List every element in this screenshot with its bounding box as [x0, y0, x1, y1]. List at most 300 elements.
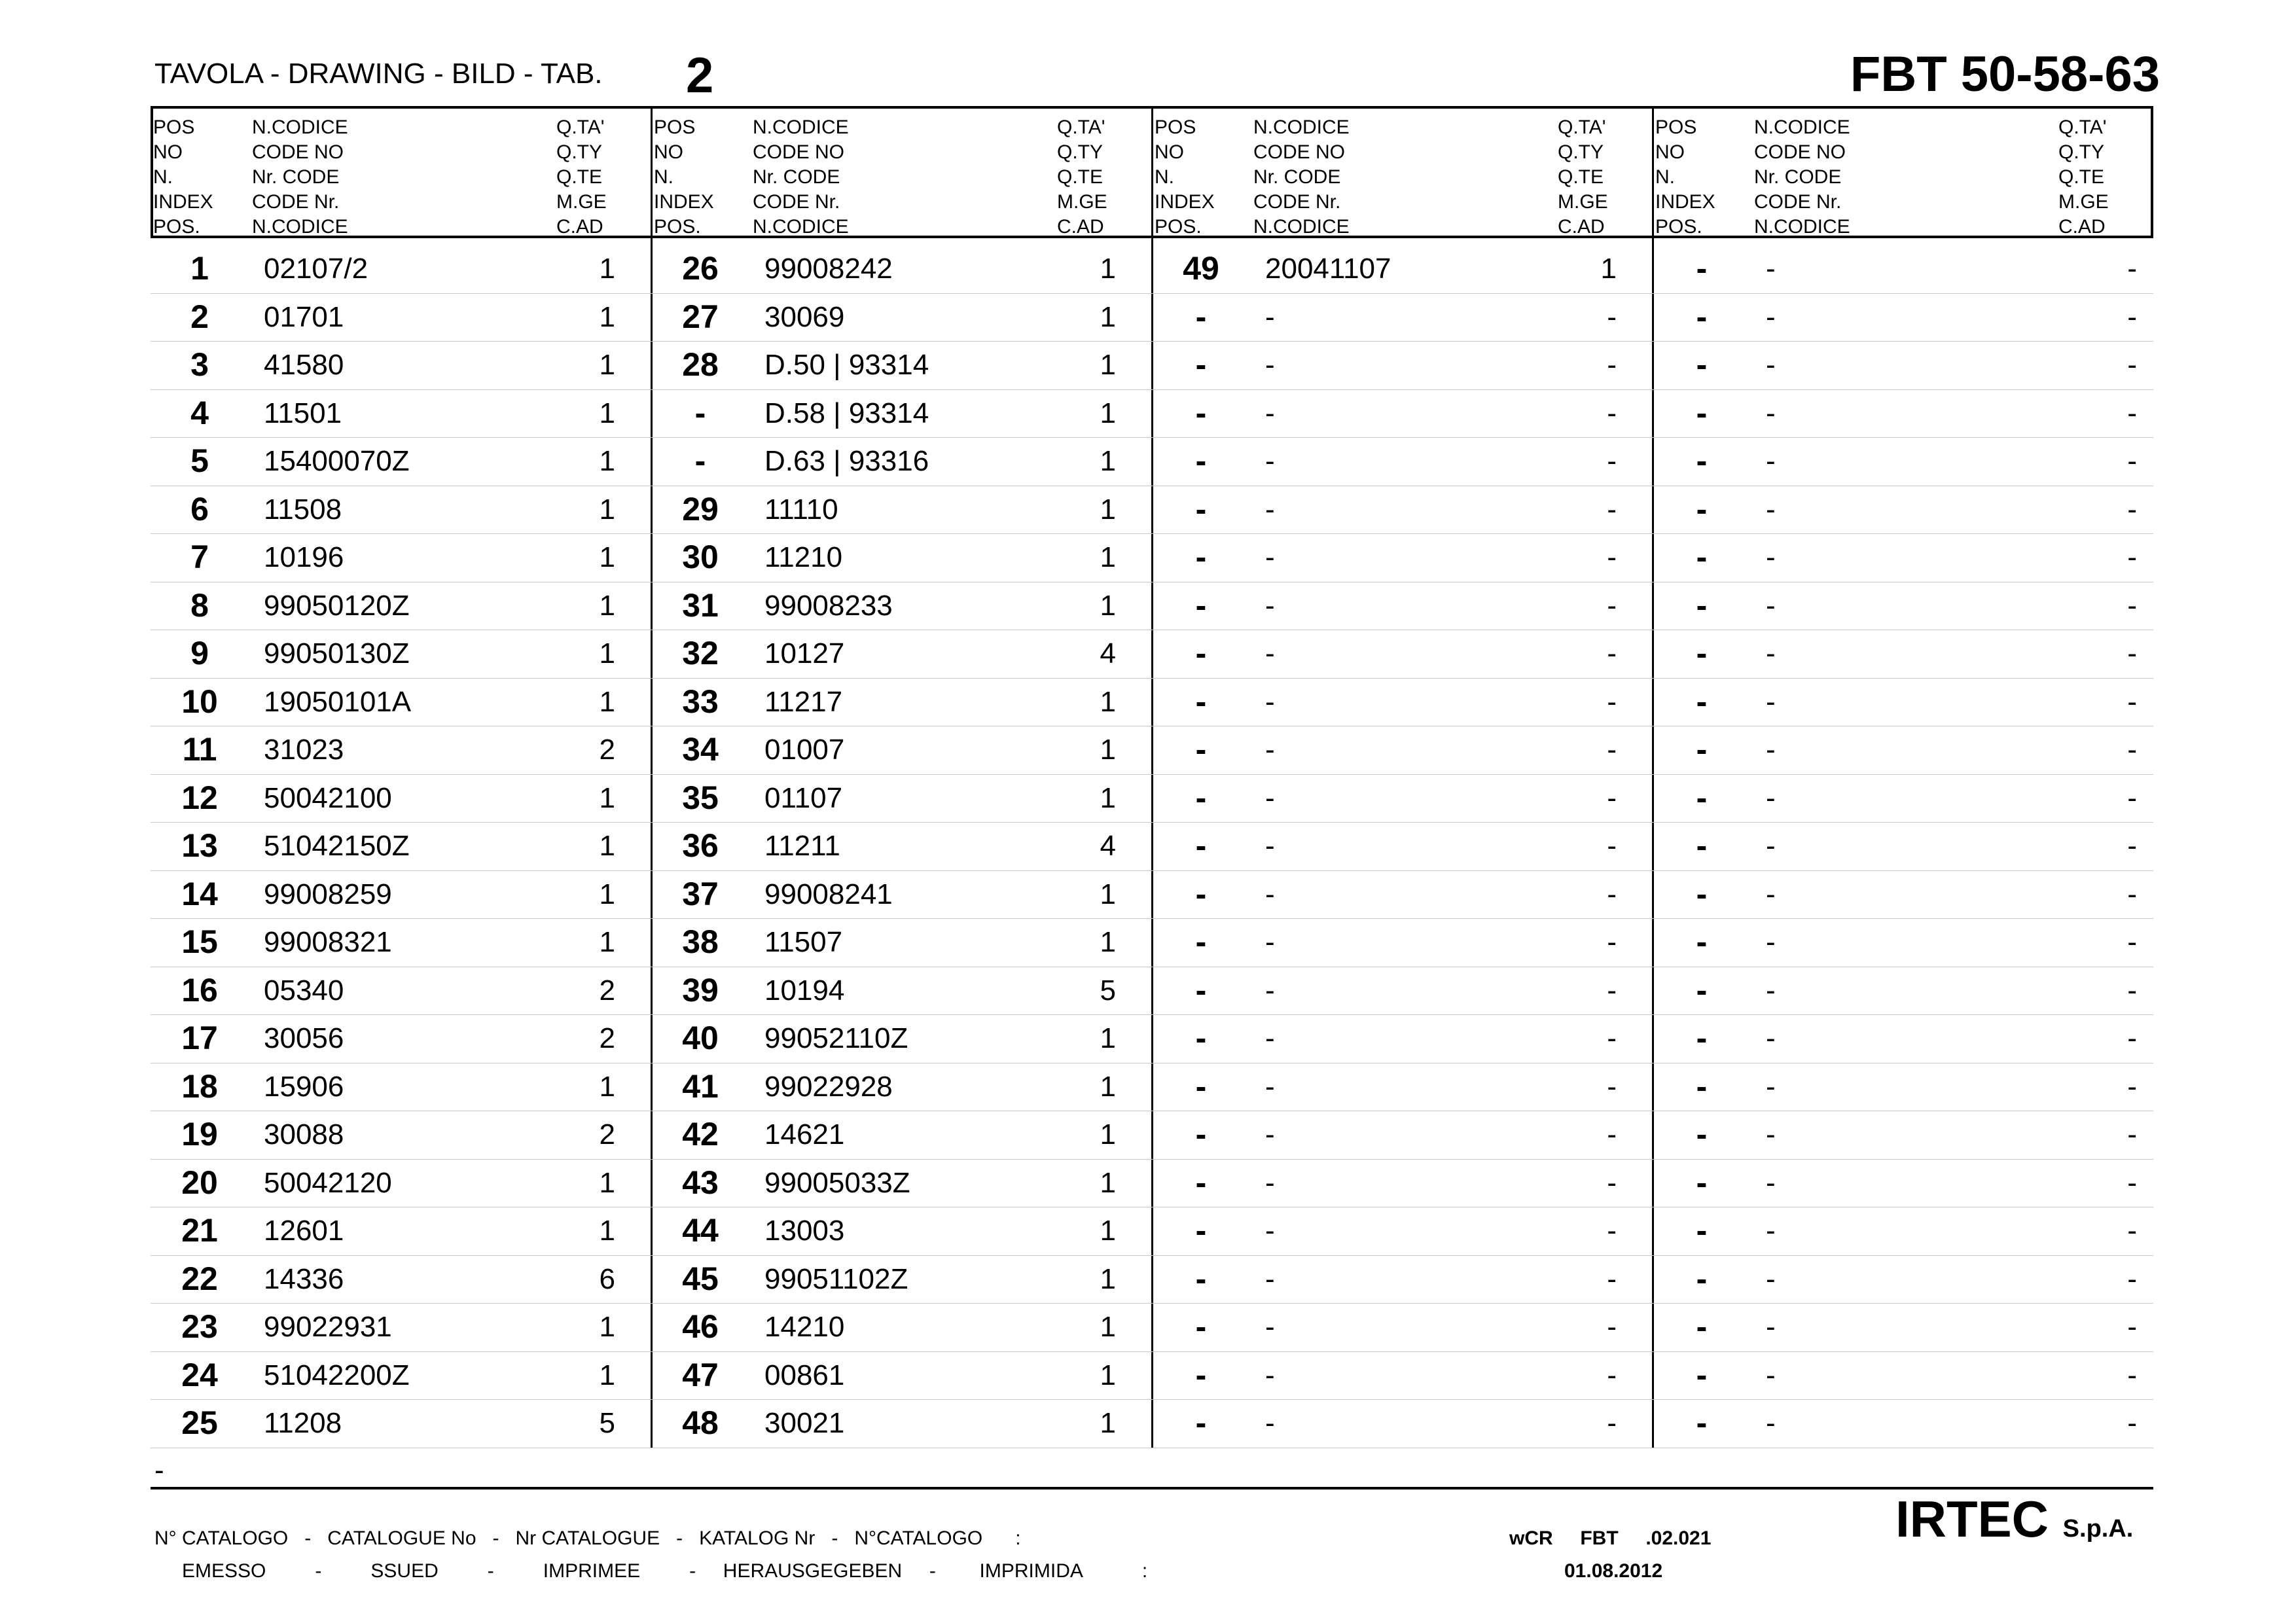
header-line: Q.TA' — [2058, 116, 2107, 138]
header-line: INDEX — [153, 191, 213, 213]
part-quantity: 1 — [599, 1215, 615, 1247]
part-position: - — [1195, 346, 1207, 383]
part-position: 40 — [682, 1020, 719, 1056]
part-quantity: - — [2127, 589, 2137, 622]
part-code: - — [1265, 1262, 1275, 1295]
part-code: 99051102Z — [764, 1262, 908, 1295]
header-line: Q.TA' — [556, 116, 605, 138]
header-line: CODE NO — [1253, 141, 1346, 163]
part-position: 13 — [181, 827, 218, 864]
part-code: 10194 — [764, 974, 845, 1007]
part-code: 51042150Z — [264, 830, 410, 862]
part-position: - — [1195, 1212, 1207, 1249]
part-position: 7 — [190, 539, 209, 575]
part-code: - — [1766, 1262, 1776, 1295]
part-position: 26 — [682, 250, 719, 287]
part-position: 4 — [190, 394, 209, 431]
header-line: POS. — [1655, 216, 1702, 238]
part-position: - — [1195, 827, 1207, 864]
row-divider — [151, 437, 2153, 438]
part-position: 34 — [682, 731, 719, 768]
part-quantity: - — [1607, 926, 1617, 958]
part-position: - — [1195, 971, 1207, 1008]
part-quantity: 1 — [1100, 1118, 1116, 1150]
header-pos-label — [1155, 115, 1215, 240]
part-position: - — [1195, 1116, 1207, 1152]
part-position: - — [1195, 1308, 1207, 1345]
part-position: - — [1696, 635, 1708, 671]
page-title: TAVOLA - DRAWING - BILD - TAB. — [154, 58, 603, 90]
part-position: 18 — [181, 1067, 218, 1105]
header-line: NO — [654, 141, 683, 163]
part-quantity: 1 — [599, 253, 615, 285]
part-code: 30088 — [264, 1118, 344, 1150]
header-line: CODE Nr. — [1754, 191, 1842, 213]
part-code: - — [1766, 926, 1776, 958]
part-position: - — [1696, 1404, 1708, 1441]
part-position: 33 — [682, 683, 719, 720]
part-position: - — [1696, 827, 1708, 864]
header-line: CODE NO — [753, 141, 845, 163]
part-quantity: - — [2127, 685, 2137, 718]
part-quantity: - — [2127, 878, 2137, 910]
part-quantity: - — [1607, 541, 1617, 573]
part-quantity: - — [2127, 1359, 2137, 1391]
part-position: - — [1696, 250, 1708, 287]
part-code: 99022928 — [764, 1070, 893, 1103]
header-line: CODE NO — [1754, 141, 1846, 163]
header-line: Q.TE — [556, 166, 603, 188]
part-quantity: 1 — [1100, 1311, 1116, 1343]
header-line: N. — [153, 166, 173, 188]
part-code: - — [1265, 734, 1275, 766]
row-divider — [151, 293, 2153, 294]
part-code: 01107 — [764, 781, 843, 814]
header-qty-label — [1558, 115, 1608, 240]
part-position: 15 — [181, 923, 218, 960]
part-code: - — [1766, 1311, 1776, 1343]
part-quantity: - — [1607, 1359, 1617, 1391]
part-quantity: - — [2127, 1070, 2137, 1103]
part-quantity: 1 — [599, 1311, 615, 1343]
part-quantity: - — [2127, 300, 2137, 333]
part-quantity: 1 — [1100, 300, 1116, 333]
part-position: - — [1696, 1067, 1708, 1105]
part-code: - — [1265, 637, 1275, 669]
header-line: N.CODICE — [753, 216, 849, 238]
header-line: N.CODICE — [1253, 216, 1350, 238]
part-quantity: - — [2127, 1311, 2137, 1343]
catalog-label-line: N° CATALOGO - CATALOGUE No - Nr CATALOGUE - KATALOG Nr - N°CATALOGO : — [154, 1527, 1021, 1549]
part-code: - — [1766, 541, 1776, 573]
header-line: CODE Nr. — [1253, 191, 1341, 213]
header-line: N.CODICE — [252, 216, 348, 238]
part-quantity: - — [1607, 1070, 1617, 1103]
part-position: 41 — [682, 1067, 719, 1105]
catalog-code: wCR FBT .02.021 — [1509, 1527, 1712, 1549]
part-code: 11110 — [764, 493, 838, 526]
part-code: - — [1766, 685, 1776, 718]
part-position: 14 — [181, 875, 218, 912]
part-code: 51042200Z — [264, 1359, 410, 1391]
part-quantity: - — [2127, 734, 2137, 766]
part-code: 99008241 — [764, 878, 893, 910]
header-line: Q.TY — [1558, 141, 1604, 163]
part-code: - — [1766, 1215, 1776, 1247]
header-code-label — [1253, 115, 1350, 240]
part-code: 30056 — [264, 1022, 344, 1054]
header-pos-label — [1655, 115, 1715, 240]
part-quantity: 5 — [1100, 974, 1116, 1007]
part-code: - — [1265, 300, 1275, 333]
part-quantity: 1 — [1100, 1359, 1116, 1391]
part-position: - — [1195, 683, 1207, 720]
part-position: 16 — [181, 971, 218, 1008]
part-code: - — [1766, 397, 1776, 429]
header-line: INDEX — [1655, 191, 1715, 213]
part-code: - — [1265, 1311, 1275, 1343]
part-quantity: - — [1607, 974, 1617, 1007]
part-position: 35 — [682, 779, 719, 816]
part-position: - — [1195, 1020, 1207, 1056]
part-position: 8 — [190, 586, 209, 624]
part-quantity: 1 — [599, 1359, 615, 1391]
part-position: - — [1195, 1260, 1207, 1297]
part-position: 2 — [190, 298, 209, 335]
part-position: 22 — [181, 1260, 218, 1297]
part-position: 32 — [682, 635, 719, 671]
part-position: - — [1696, 1020, 1708, 1056]
part-position: 12 — [181, 779, 218, 816]
part-position: - — [1696, 923, 1708, 960]
header-line: INDEX — [1155, 191, 1215, 213]
part-position: 3 — [190, 346, 209, 383]
row-divider — [151, 1255, 2153, 1256]
part-code: - — [1265, 1407, 1275, 1439]
part-position: 11 — [182, 731, 217, 768]
part-quantity: - — [2127, 1022, 2137, 1054]
column-divider — [1652, 106, 1654, 1448]
part-quantity: - — [1607, 1118, 1617, 1150]
header-line: INDEX — [654, 191, 714, 213]
part-quantity: 1 — [1100, 734, 1116, 766]
part-quantity: - — [1607, 493, 1617, 526]
part-position: - — [1696, 586, 1708, 624]
header-line: POS. — [1155, 216, 1202, 238]
part-code: 11508 — [264, 493, 342, 526]
part-code: 99050130Z — [264, 637, 410, 669]
part-position: - — [1696, 875, 1708, 912]
part-quantity: 1 — [1100, 1022, 1116, 1054]
part-quantity: 1 — [599, 493, 615, 526]
part-code: 31023 — [264, 734, 344, 766]
part-quantity: 2 — [599, 1022, 615, 1054]
part-code: 11211 — [764, 830, 840, 862]
part-code: - — [1265, 445, 1275, 477]
part-quantity: - — [2127, 349, 2137, 381]
header-line: N.CODICE — [1754, 216, 1850, 238]
column-divider — [651, 106, 653, 1448]
part-position: 43 — [682, 1164, 719, 1201]
header-line: N. — [1155, 166, 1174, 188]
part-code: - — [1265, 1359, 1275, 1391]
part-quantity: 1 — [599, 300, 615, 333]
part-position: - — [1195, 442, 1207, 479]
note: - — [154, 1454, 164, 1486]
part-code: 99008259 — [264, 878, 392, 910]
header-line: C.AD — [556, 216, 603, 238]
header-line: C.AD — [1558, 216, 1605, 238]
part-position: - — [1195, 1164, 1207, 1201]
part-quantity: 1 — [599, 926, 615, 958]
part-quantity: 1 — [599, 685, 615, 718]
part-code: 50042100 — [264, 781, 392, 814]
part-code: 99008233 — [764, 589, 893, 622]
part-quantity: 1 — [599, 589, 615, 622]
header-line: C.AD — [1057, 216, 1104, 238]
part-code: - — [1766, 1022, 1776, 1054]
part-code: - — [1766, 1407, 1776, 1439]
part-code: - — [1265, 349, 1275, 381]
header-line: C.AD — [2058, 216, 2106, 238]
part-code: 41580 — [264, 349, 344, 381]
part-position: 19 — [181, 1116, 218, 1152]
part-quantity: - — [2127, 974, 2137, 1007]
part-code: 05340 — [264, 974, 344, 1007]
part-position: 24 — [181, 1356, 218, 1393]
part-code: - — [1766, 1359, 1776, 1391]
part-code: - — [1766, 637, 1776, 669]
header-qty-label — [556, 115, 607, 240]
part-quantity: 1 — [599, 397, 615, 429]
part-position: 49 — [1183, 250, 1219, 287]
part-code: 99022931 — [264, 1311, 392, 1343]
part-position: - — [1195, 779, 1207, 816]
part-code: - — [1766, 830, 1776, 862]
part-code: - — [1265, 685, 1275, 718]
part-code: 30021 — [764, 1407, 845, 1439]
part-code: - — [1766, 253, 1776, 285]
part-quantity: 1 — [1100, 1215, 1116, 1247]
part-quantity: - — [1607, 589, 1617, 622]
part-quantity: - — [2127, 493, 2137, 526]
part-position: 21 — [181, 1212, 218, 1249]
part-quantity: 2 — [599, 1118, 615, 1150]
part-quantity: 2 — [599, 734, 615, 766]
header-line: Q.TE — [1057, 166, 1103, 188]
part-position: - — [1195, 731, 1207, 768]
header-line: POS. — [654, 216, 701, 238]
part-code: - — [1265, 1166, 1275, 1199]
part-quantity: 1 — [599, 1070, 615, 1103]
part-code: - — [1265, 1215, 1275, 1247]
part-quantity: 1 — [1100, 1166, 1116, 1199]
part-quantity: 6 — [599, 1262, 615, 1295]
row-divider — [151, 389, 2153, 390]
part-quantity: - — [2127, 397, 2137, 429]
part-quantity: 2 — [599, 974, 615, 1007]
part-code: - — [1766, 349, 1776, 381]
part-quantity: - — [2127, 253, 2137, 285]
part-quantity: - — [1607, 1311, 1617, 1343]
part-quantity: 1 — [1100, 445, 1116, 477]
part-code: D.63 | 93316 — [764, 445, 929, 477]
part-quantity: - — [1607, 300, 1617, 333]
header-line: N. — [654, 166, 673, 188]
part-position: - — [1696, 683, 1708, 720]
part-code: - — [1265, 493, 1275, 526]
header-line: M.GE — [1057, 191, 1107, 213]
part-quantity: 1 — [1100, 349, 1116, 381]
part-position: 20 — [181, 1164, 218, 1201]
part-position: 44 — [682, 1212, 719, 1249]
part-code: 14621 — [764, 1118, 845, 1150]
row-divider — [151, 1159, 2153, 1160]
row-divider — [151, 678, 2153, 679]
part-code: - — [1265, 1022, 1275, 1054]
part-code: 20041107 — [1265, 253, 1391, 285]
part-quantity: 5 — [599, 1407, 615, 1439]
part-position: 5 — [190, 442, 209, 479]
part-code: - — [1766, 300, 1776, 333]
part-code: - — [1265, 878, 1275, 910]
part-quantity: 1 — [1100, 493, 1116, 526]
part-quantity: - — [1607, 1407, 1617, 1439]
part-code: - — [1265, 1070, 1275, 1103]
part-code: - — [1766, 734, 1776, 766]
part-code: - — [1265, 926, 1275, 958]
header-line: POS — [1155, 116, 1196, 138]
part-quantity: - — [1607, 1022, 1617, 1054]
header-line: POS — [153, 116, 195, 138]
header-line: Nr. CODE — [753, 166, 840, 188]
part-position: - — [1696, 971, 1708, 1008]
header-line: N.CODICE — [1253, 116, 1350, 138]
part-position: - — [694, 442, 706, 479]
part-quantity: 1 — [1100, 589, 1116, 622]
part-quantity: - — [2127, 781, 2137, 814]
part-code: 14210 — [764, 1311, 845, 1343]
part-code: - — [1265, 1118, 1275, 1150]
part-position: - — [1696, 394, 1708, 431]
part-code: - — [1766, 493, 1776, 526]
part-code: - — [1265, 589, 1275, 622]
brand-name: IRTEC — [1895, 1490, 2049, 1548]
header-line: POS. — [153, 216, 200, 238]
part-quantity: - — [1607, 878, 1617, 910]
part-quantity: 1 — [599, 349, 615, 381]
part-quantity: 1 — [1100, 253, 1116, 285]
part-quantity: - — [1607, 1166, 1617, 1199]
part-position: 1 — [190, 250, 209, 287]
part-position: - — [1696, 1116, 1708, 1152]
header-line: Q.TY — [1057, 141, 1103, 163]
part-code: 11507 — [764, 926, 843, 958]
column-divider — [1151, 106, 1153, 1448]
part-code: 15400070Z — [264, 445, 410, 477]
part-quantity: - — [2127, 1118, 2137, 1150]
part-quantity: 1 — [1100, 1070, 1116, 1103]
header-line: Q.TY — [2058, 141, 2105, 163]
part-code: 99050120Z — [264, 589, 410, 622]
header-line: Nr. CODE — [1754, 166, 1842, 188]
part-code: 19050101A — [264, 685, 412, 718]
footer-divider — [151, 1487, 2153, 1489]
part-position: - — [1696, 1212, 1708, 1249]
part-code: 30069 — [764, 300, 845, 333]
part-position: 39 — [682, 971, 719, 1008]
row-divider — [151, 918, 2153, 919]
part-quantity: 1 — [599, 637, 615, 669]
part-quantity: - — [1607, 830, 1617, 862]
part-code: - — [1766, 1070, 1776, 1103]
row-divider — [151, 1399, 2153, 1400]
part-code: - — [1766, 878, 1776, 910]
header-code-label — [753, 115, 849, 240]
part-position: - — [1696, 1356, 1708, 1393]
header-line: CODE NO — [252, 141, 344, 163]
part-quantity: 4 — [1100, 637, 1116, 669]
part-position: - — [1195, 1356, 1207, 1393]
part-quantity: - — [1607, 1262, 1617, 1295]
part-position: 37 — [682, 875, 719, 912]
part-code: - — [1265, 541, 1275, 573]
part-quantity: 1 — [1100, 878, 1116, 910]
part-code: 01007 — [764, 734, 845, 766]
part-code: 13003 — [764, 1215, 845, 1247]
part-quantity: 1 — [599, 830, 615, 862]
row-divider — [151, 774, 2153, 775]
part-position: 31 — [682, 586, 719, 624]
header-code-label — [1754, 115, 1850, 240]
header-line: CODE Nr. — [252, 191, 340, 213]
header-pos-label — [153, 115, 213, 240]
header-line: N.CODICE — [1754, 116, 1850, 138]
part-position: - — [1696, 442, 1708, 479]
part-position: 48 — [682, 1404, 719, 1441]
issued-label-line: EMESSO - SSUED - IMPRIMEE - HERAUSGEGEBEN - IMPRIMIDA : — [182, 1560, 1148, 1582]
part-quantity: - — [2127, 637, 2137, 669]
part-quantity: - — [1607, 445, 1617, 477]
part-position: - — [1195, 586, 1207, 624]
part-position: 47 — [682, 1356, 719, 1393]
part-position: 10 — [181, 683, 218, 720]
part-quantity: - — [2127, 445, 2137, 477]
part-quantity: - — [2127, 1166, 2137, 1199]
part-position: - — [1696, 779, 1708, 816]
part-code: - — [1265, 830, 1275, 862]
part-position: - — [1696, 1308, 1708, 1345]
part-code: - — [1766, 1118, 1776, 1150]
header-line: NO — [1155, 141, 1184, 163]
part-position: - — [1195, 875, 1207, 912]
part-position: - — [1195, 635, 1207, 671]
part-quantity: - — [1607, 637, 1617, 669]
part-code: - — [1766, 445, 1776, 477]
part-code: - — [1766, 1166, 1776, 1199]
part-code: 99052110Z — [764, 1022, 908, 1054]
header-line: NO — [1655, 141, 1685, 163]
part-position: 38 — [682, 923, 719, 960]
part-quantity: - — [2127, 1262, 2137, 1295]
part-code: - — [1766, 781, 1776, 814]
header-line: Nr. CODE — [1253, 166, 1341, 188]
header-line: Q.TA' — [1057, 116, 1105, 138]
row-divider — [151, 533, 2153, 534]
part-position: - — [1696, 1260, 1708, 1297]
part-quantity: 1 — [1100, 781, 1116, 814]
part-quantity: - — [1607, 349, 1617, 381]
